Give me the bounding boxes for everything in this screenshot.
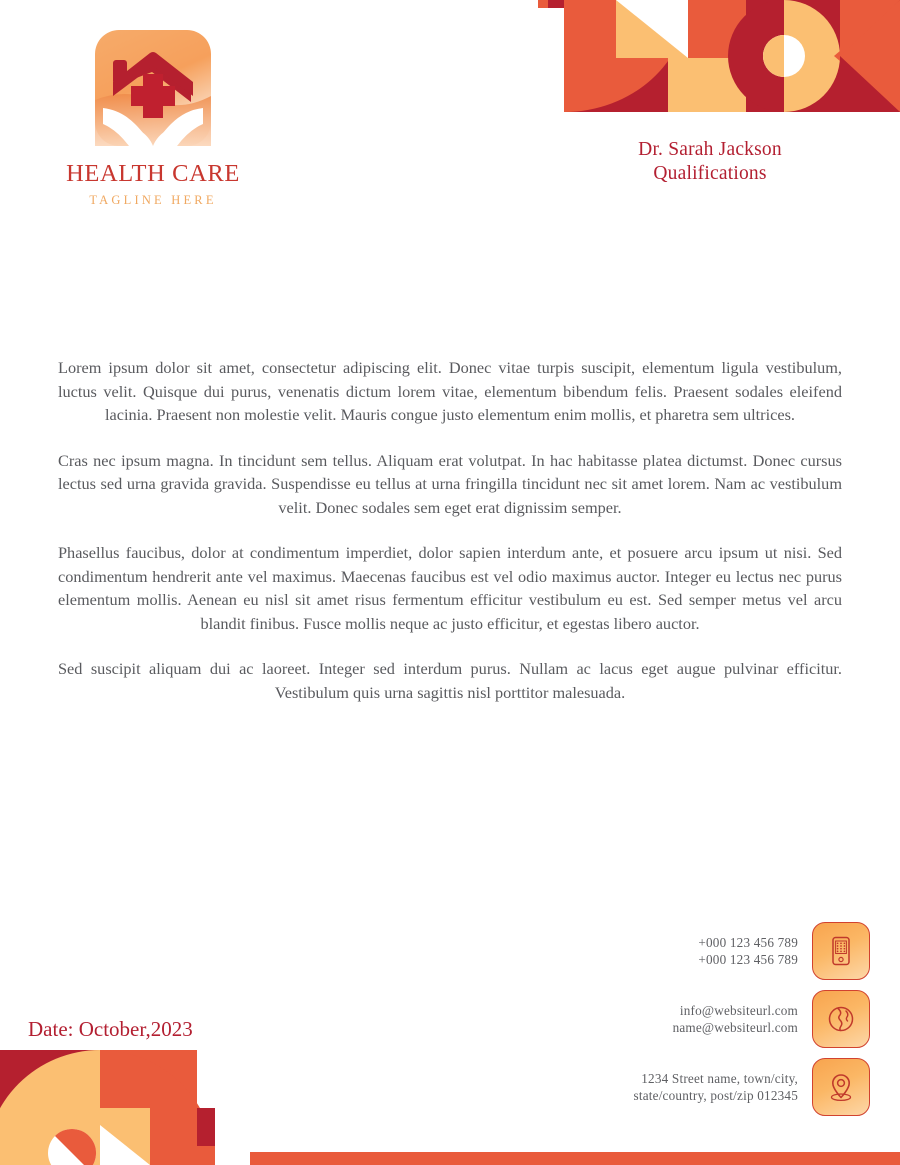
letter-body — [58, 356, 842, 726]
email-text — [673, 1002, 812, 1036]
address-line: state/country, post/zip 012345 — [633, 1088, 798, 1103]
brand-logo — [58, 30, 248, 208]
health-care-logo-icon — [95, 30, 211, 146]
doctor-heading — [560, 138, 860, 186]
phone-text — [698, 934, 812, 968]
contact-row-phone — [530, 922, 870, 980]
contact-row-address — [530, 1058, 870, 1116]
brand-name: HEALTH CARE — [66, 160, 240, 187]
address-line: 1234 Street name, town/city, — [641, 1071, 798, 1086]
globe-icon[interactable] — [812, 990, 870, 1048]
doctor-qualifications: Qualifications — [653, 163, 767, 184]
date-label: Date: October,2023 — [28, 1017, 193, 1041]
logo-roof-chimney — [113, 60, 127, 84]
doctor-name: Dr. Sarah Jackson — [638, 139, 782, 160]
mobile-phone-icon[interactable] — [812, 922, 870, 980]
contact-row-email — [530, 990, 870, 1048]
top-right-geometric-banner — [538, 0, 900, 118]
bottom-accent-bar — [250, 1152, 900, 1165]
body-paragraph: Phasellus faucibus, dolor at condimentum imperdiet, dolor sapien interdum ante, et posuere arcu ipsum ut nisi. Sed condimentum hendrerit ante vel maximus. Maecenas faucibus est vel odio maximus auctor. Integer eu lectus nec purus elementum mollis. Aenean eu nisl sit amet risus fermentum efficitur vestibulum eu est. Sed semper metus vel arcu blandit finibus. Fusce mollis neque ac justo efficitur, et egestas libero auctor. — [58, 543, 842, 633]
phone-line: +000 123 456 789 — [698, 952, 798, 967]
address-text — [634, 1070, 812, 1104]
body-paragraph: Sed suscipit aliquam dui ac laoreet. Integer sed interdum purus. Nullam ac lacus eget augue pulvinar efficitur. Vestibulum quis urna sagittis nisl porttitor malesuada. — [58, 659, 842, 702]
brand-tagline: TAGLINE HERE — [89, 193, 217, 207]
body-paragraph: Lorem ipsum dolor sit amet, consectetur adipiscing elit. Donec vitae turpis suscipit, elementum ligula vestibulum, luctus velit. Quisque dui purus, venenatis dictum lorem vitae, elementum bibendum felis. Praesent sodales eleifend lacinia. Praesent non molestie velit. Mauris congue justo elementum enim mollis, et pharetra sem ultrices. — [58, 358, 842, 424]
email-line: info@websiteurl.com — [679, 1003, 798, 1018]
phone-line: +000 123 456 789 — [698, 935, 798, 950]
location-pin-icon[interactable] — [812, 1058, 870, 1116]
body-paragraph: Cras nec ipsum magna. In tincidunt sem tellus. Aliquam erat volutpat. In hac habitasse platea dictumst. Donec cursus lectus sed urna gravida gravida. Suspendisse eu tellus at urna fringilla tincidunt nec sit amet lorem. Nam ac vestibulum velit. Donec sodales sem eget erat dignissim semper. — [58, 450, 842, 517]
email-line: name@websiteurl.com — [672, 1020, 798, 1035]
bottom-left-geometric-pattern — [0, 1048, 250, 1165]
contact-details — [530, 922, 870, 1124]
